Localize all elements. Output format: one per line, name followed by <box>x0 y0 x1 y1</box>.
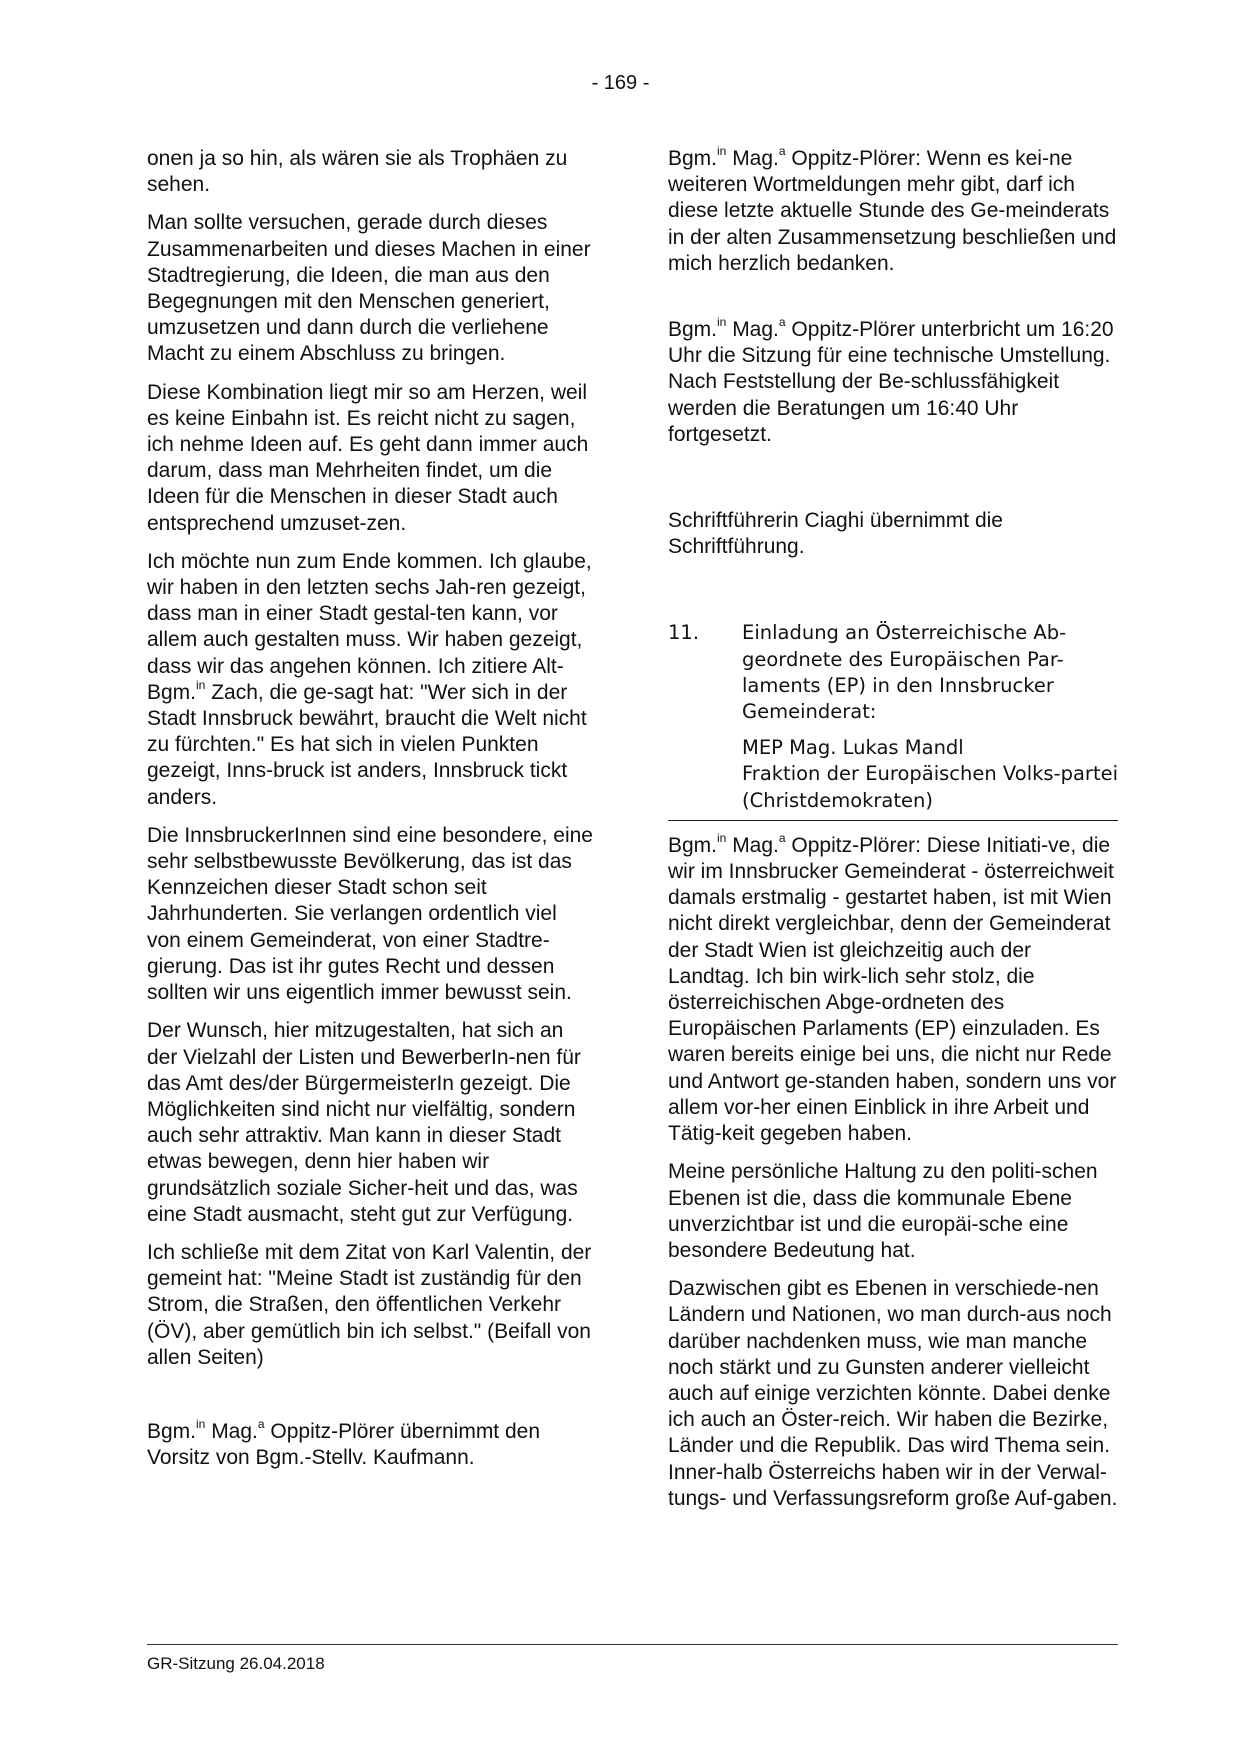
title-text: Bgm. <box>668 147 718 170</box>
paragraph: Dazwischen gibt es Ebenen in verschiede-nen Ländern und Nationen, wo man durch-aus noch darüber nachdenken muss, wie man manche noch stärkt und zu Gunsten anderer vielleicht auch auf einige verzichten könnte. Dabei denke ich auch an Öster-reich. Wir haben die Bezirke, Länder und die Republik. Das wird Thema sein. Inner-halb Österreichs haben wir in der Verwal-tungs- und Verfassungsreform große Auf-gaben. <box>668 1277 1118 1510</box>
text-span: Ich möchte nun zum Ende kommen. Ich glaube, wir haben in den letzten sechs Jah-ren gezeigt, dass man in einer Stadt gestal-ten kann, vor allem auch gestalten muss. Wir haben gezeigt, dass wir das angehen können. Ich zitiere Alt-Bgm. <box>147 549 592 704</box>
agenda-speaker: MEP Mag. Lukas Mandl <box>742 736 964 760</box>
agenda-item <box>668 620 1118 820</box>
footer-divider <box>147 1644 1118 1645</box>
initiative-statement <box>668 830 1118 1147</box>
superscript: a <box>778 830 786 845</box>
paragraph: onen ja so hin, als wären sie als Trophäen zu sehen. <box>147 147 568 197</box>
agenda-divider <box>668 820 1118 821</box>
left-column <box>147 146 595 1483</box>
superscript: a <box>778 315 786 330</box>
agenda-faction: Fraktion der Europäischen Volks-partei (Christdemokraten) <box>742 762 1119 812</box>
mag-text: Mag. <box>726 147 779 170</box>
text-span: Oppitz-Plörer übernimmt den Vorsitz von Bgm.-Stellv. Kaufmann. <box>147 1419 541 1470</box>
page-number: - 169 - <box>591 72 650 94</box>
secretary-note: Schriftführerin Ciaghi übernimmt die Schriftführung. <box>668 509 1003 559</box>
spacer <box>147 1383 595 1419</box>
paragraph: Meine persönliche Haltung zu den politi-schen Ebenen ist die, dass die kommunale Ebene unverzichtbar ist und die europäi-sche eine besondere Bedeutung hat. <box>668 1160 1098 1262</box>
spacer <box>668 289 1118 317</box>
right-column <box>668 146 1118 1524</box>
title-text: Bgm. <box>668 833 718 857</box>
spacer <box>668 460 1118 508</box>
mag-text: Mag. <box>205 1419 258 1443</box>
paragraph: Diese Kombination liegt mir so am Herzen, weil es keine Einbahn ist. Es reicht nicht zu sagen, ich nehme Ideen auf. Es geht dann immer auch darum, dass man Mehrheiten findet, um die Ideen für die Menschen in dieser Stadt auch entsprechend umzuset-zen. <box>147 380 589 535</box>
spacer <box>668 572 1118 620</box>
paragraph: Ich schließe mit dem Zitat von Karl Valentin, der gemeint hat: "Meine Stadt ist zuständig für den Strom, die Straßen, den öffentlichen Verkehr (ÖV), aber gemütlich bin ich selbst." (Beifall von allen Seiten) <box>147 1240 592 1369</box>
paragraph: Der Wunsch, hier mitzugestalten, hat sich an der Vielzahl der Listen und BewerberIn-nen für das Amt des/der BürgermeisterIn gezeigt. Die Möglichkeiten sind nicht nur vielfältig, sondern auch sehr attraktiv. Man kann in dieser Stadt etwas bewegen, denn hier haben wir grundsätzlich soziale Sicher-heit und das, was eine Stadt ausmacht, steht gut zur Verfügung. <box>147 1019 581 1226</box>
agenda-number: 11. <box>668 621 700 645</box>
superscript: a <box>257 1416 265 1431</box>
superscript: in <box>196 677 206 692</box>
interruption-note <box>668 317 1118 448</box>
text-span: Oppitz-Plörer: Diese Initiati-ve, die wir im Innsbrucker Gemeinderat - österreichweit damals erstmalig - gestartet haben, ist mit Wien nicht direkt vergleichbar, denn der Gemeinderat der Stadt Wien ist gleichzeitig auch der Landtag. Ich bin wirk-lich sehr stolz, die österreichischen Abge-ordneten des Europäischen Parlaments (EP) einzuladen. Es waren bereits einige bei uns, die nicht nur Rede und Antwort ge-standen haben, sondern uns vor allem vor-her einen Einblick in ihre Arbeit und Tätig-keit gegeben haben. <box>668 833 1117 1146</box>
paragraph: Man sollte versuchen, gerade durch dieses Zusammenarbeiten und dieses Machen in einer Stadtregierung, die Ideen, die man aus den Begegnungen mit den Menschen generiert, umzusetzen und dann durch die verliehene Macht zu einem Abschluss zu bringen. <box>147 211 591 366</box>
superscript: in <box>717 830 727 845</box>
title-text: Bgm. <box>668 318 718 342</box>
superscript: in <box>717 144 727 158</box>
superscript: in <box>717 315 727 330</box>
agenda-title: Einladung an Österreichische Ab-geordnete des Europäischen Par-laments (EP) in den Innsbrucker Gemeinderat: <box>742 621 1067 724</box>
footer-session-date: GR-Sitzung 26.04.2018 <box>147 1654 325 1673</box>
mag-text: Mag. <box>726 833 779 857</box>
superscript: a <box>778 144 786 158</box>
agenda-speaker-block <box>742 735 1118 814</box>
text-span: Zach, die ge-sagt hat: "Wer sich in der Stadt Innsbruck bewährt, braucht die Welt nicht zu fürchten." Es hat sich in vielen Punkten gezeigt, Inns-bruck ist anders, Innsbruck tickt anders. <box>147 680 587 809</box>
paragraph: Die InnsbruckerInnen sind eine besondere, eine sehr selbstbewusste Bevölkerung, das ist das Kennzeichen dieser Stadt schon seit Jahrhunderten. Sie verlangen ordentlich viel von einem Gemeinderat, von einer Stadtre-gierung. Das ist ihr gutes Recht und dessen sollten wir uns eigentlich immer bewusst sein. <box>147 823 593 1005</box>
text-span: Oppitz-Plörer: Wenn es kei-ne weiteren Wortmeldungen mehr gibt, darf ich diese letzte aktuelle Stunde des Ge-meinderats in der alten Zusammensetzung beschließen und mich herzlich bedanken. <box>668 147 1117 275</box>
mag-text: Mag. <box>726 318 779 342</box>
superscript: in <box>196 1416 206 1431</box>
chair-note <box>147 1416 595 1471</box>
text-span: Oppitz-Plörer unterbricht um 16:20 Uhr die Sitzung für eine technische Umstellung. Nach Feststellung der Be-schlussfähigkeit werden die Beratungen um 16:40 Uhr fortgesetzt. <box>668 318 1114 446</box>
title-text: Bgm. <box>147 1419 197 1443</box>
closing-statement <box>668 146 1118 277</box>
paragraph-quote-zach <box>147 549 595 811</box>
